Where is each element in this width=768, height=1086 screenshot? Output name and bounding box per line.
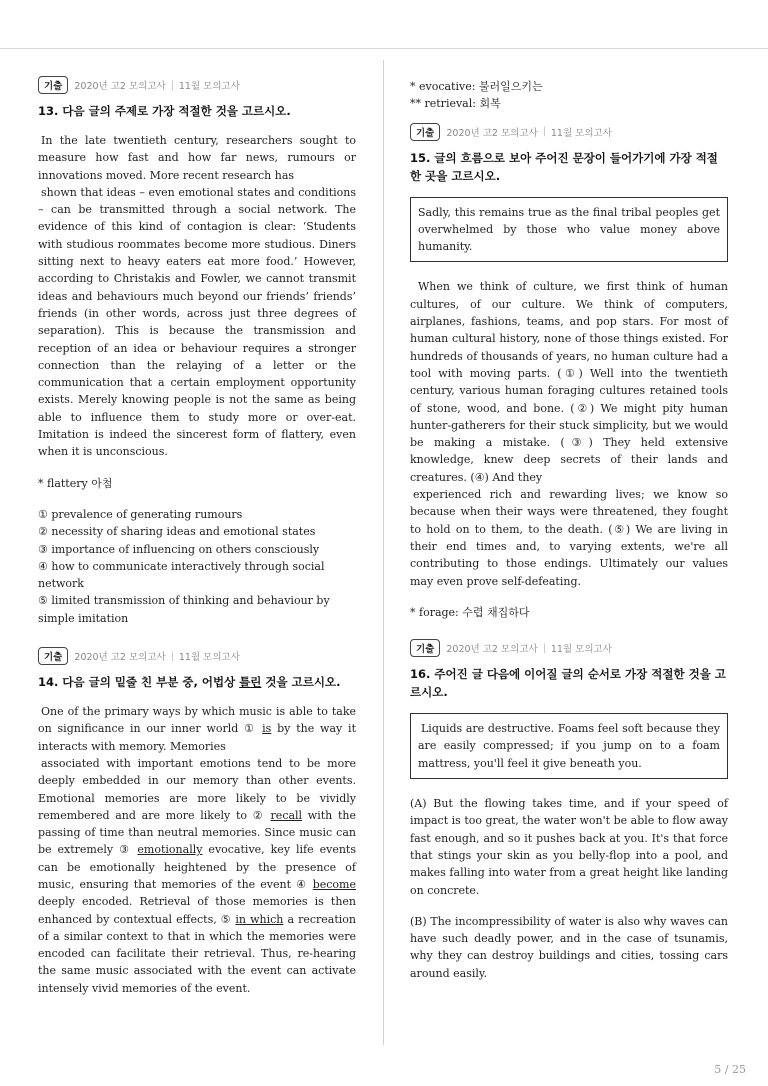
- source-line: [38, 647, 356, 665]
- left-column: [38, 76, 356, 1013]
- source-year: 2020년 고2 모의고사: [74, 652, 166, 664]
- question-title: 14. 다음 글의 밑줄 친 부분 중, 어법상 틀린 것을 고르시오.: [38, 675, 341, 690]
- underlined-word: is: [262, 722, 272, 736]
- underlined-word: recall: [270, 808, 303, 822]
- answer-option-4[interactable]: ④ how to communicate interactively through social network: [38, 559, 325, 591]
- answer-option-5[interactable]: ⑤ limited transmission of thinking and behaviour by simple imitation: [38, 594, 330, 625]
- footnote: * flattery 아첨: [38, 476, 113, 490]
- header-rule: [0, 48, 768, 49]
- column-divider: [383, 60, 384, 1045]
- passage-paragraph: One of the primary ways by which music is able to take on significance in our inner world ① is by the way it interacts with memory. Memories: [38, 705, 356, 753]
- exam-tag: 기출: [38, 76, 68, 94]
- source-separator: |: [542, 126, 546, 138]
- page-number: 5 / 25: [714, 1063, 746, 1076]
- question-16: [410, 639, 728, 982]
- footnote: ** retrieval: 회복: [410, 97, 501, 111]
- passage-paragraph: When we think of culture, we first think of human cultures, of our culture. We think of computers, airplanes, fashions, teams, and pop stars. For most of human cultural history, none of those things existed. For hundreds of thousands of years, no human culture had a tool with moving parts. (①) Well into the twentieth century, various human foraging cultures retained tools of stone, wood, and bone. (②) We might pity human hunter-gatherers for their stuck simplicity, but we would be making a mistake. (③) They held extensive knowledge, knew deep secrets of their lands and creatures. (④) And they: [410, 280, 728, 484]
- question-title: 15. 글의 흐름으로 보아 주어진 문장이 들어가기에 가장 적절한 곳을 고르시오.: [410, 150, 718, 183]
- source-month: 11월 모의고사: [178, 652, 240, 664]
- exam-tag: 기출: [410, 123, 440, 141]
- paragraph-b: (B) The incompressibility of water is also why waves can have such deadly power, and in the case of tsunamis, why they can destroy buildings and cities, tossing cars around easily.: [410, 914, 728, 980]
- underlined-word: become: [312, 877, 356, 891]
- source-year: 2020년 고2 모의고사: [74, 81, 166, 92]
- answer-option-3[interactable]: ③ importance of influencing on others consciously: [38, 542, 320, 556]
- source-month: 11월 모의고사: [550, 644, 612, 656]
- source-year: 2020년 고2 모의고사: [446, 127, 538, 139]
- passage-paragraph: associated with important emotions tend to be more deeply embedded in our memory than other events. Emotional memories are more likely to be vividly remembered and are more likely to ② recall with the passing of time than neutral memories. Since music can be extremely ③ emotionally evocative, key life events can be emotionally heightened by the presence of music, ensuring that memories of the event ④ become deeply encoded. Retrieval of those memories is then enhanced by contextual effects, ⑤ in which a recreation of a similar context to that in which the memories were encoded can facilitate their retrieval. Thus, re-hearing the same music associated with the event can activate intensely vivid memories of the event.: [38, 756, 356, 995]
- answer-option-1[interactable]: ① prevalence of generating rumours: [38, 507, 243, 521]
- source-separator: |: [170, 79, 174, 91]
- footnote: * evocative: 불러일으키는: [410, 80, 543, 93]
- source-month: 11월 모의고사: [550, 127, 612, 139]
- underlined-word: emotionally: [137, 843, 203, 857]
- given-sentence-box: Sadly, this remains true as the final tribal peoples get overwhelmed by those who value money above humanity.: [410, 197, 728, 263]
- question-13: [38, 76, 356, 627]
- passage-paragraph: In the late twentieth century, researchers sought to measure how fast and how far news, rumours or innovations moved. More recent research has: [38, 134, 356, 182]
- underlined-word: in which: [235, 912, 284, 926]
- answer-option-2[interactable]: ② necessity of sharing ideas and emotional states: [38, 525, 316, 539]
- paragraph-a: (A) But the flowing takes time, and if your speed of impact is too great, the water won't be able to flow away fast enough, and so it pushes back at you. It's that force that stings your skin as you belly-flop into a pool, and makes falling into water from a great height like landing on concrete.: [410, 797, 728, 897]
- source-month: 11월 모의고사: [178, 81, 240, 92]
- source-separator: |: [170, 650, 174, 662]
- source-line: [38, 76, 356, 94]
- question-15: [410, 123, 728, 622]
- right-column: [410, 78, 728, 998]
- question-title: 13. 다음 글의 주제로 가장 적절한 것을 고르시오.: [38, 104, 291, 118]
- exam-tag: 기출: [38, 647, 68, 665]
- passage-paragraph: shown that ideas – even emotional states and conditions – can be transmitted through a social network. The evidence of this kind of contagion is clear: ‘Students with studious roommates become more studious. Diners sitting next to heavy eaters eat more food.’ However, according to Christakis and Fowler, we cannot transmit ideas and behaviours much beyond our friends’ friends’ friends (in other words, across just three degrees of separation). This is because the transmission and reception of an idea or behaviour requires a stronger connection than the relaying of a letter or the communication that a certain employment opportunity exists. Merely knowing people is not the same as being able to influence them to study more or over-eat. Imitation is indeed the sincerest form of flattery, even when it is unconscious.: [38, 185, 356, 459]
- given-passage-box: Liquids are destructive. Foams feel soft because they are easily compressed; if you jump on to a foam mattress, you'll feel it give beneath you.: [410, 713, 728, 779]
- source-line: [410, 639, 728, 657]
- source-year: 2020년 고2 모의고사: [446, 644, 538, 656]
- question-title: 16. 주어진 글 다음에 이어질 글의 순서로 가장 적절한 것을 고르시오.: [410, 667, 726, 700]
- exam-tag: 기출: [410, 639, 440, 657]
- footnote: * forage: 수렵 채집하다: [410, 605, 530, 619]
- question-14: [38, 647, 356, 997]
- source-separator: |: [542, 642, 546, 654]
- passage-paragraph: experienced rich and rewarding lives; we know so because when their ways were threatened, they fought to hold on to them, to the death. (⑤) We are living in their end times and, to varying extents, we're all contributing to those endings. Ultimately our values may even prove self-defeating.: [410, 488, 728, 588]
- source-line: [410, 123, 728, 141]
